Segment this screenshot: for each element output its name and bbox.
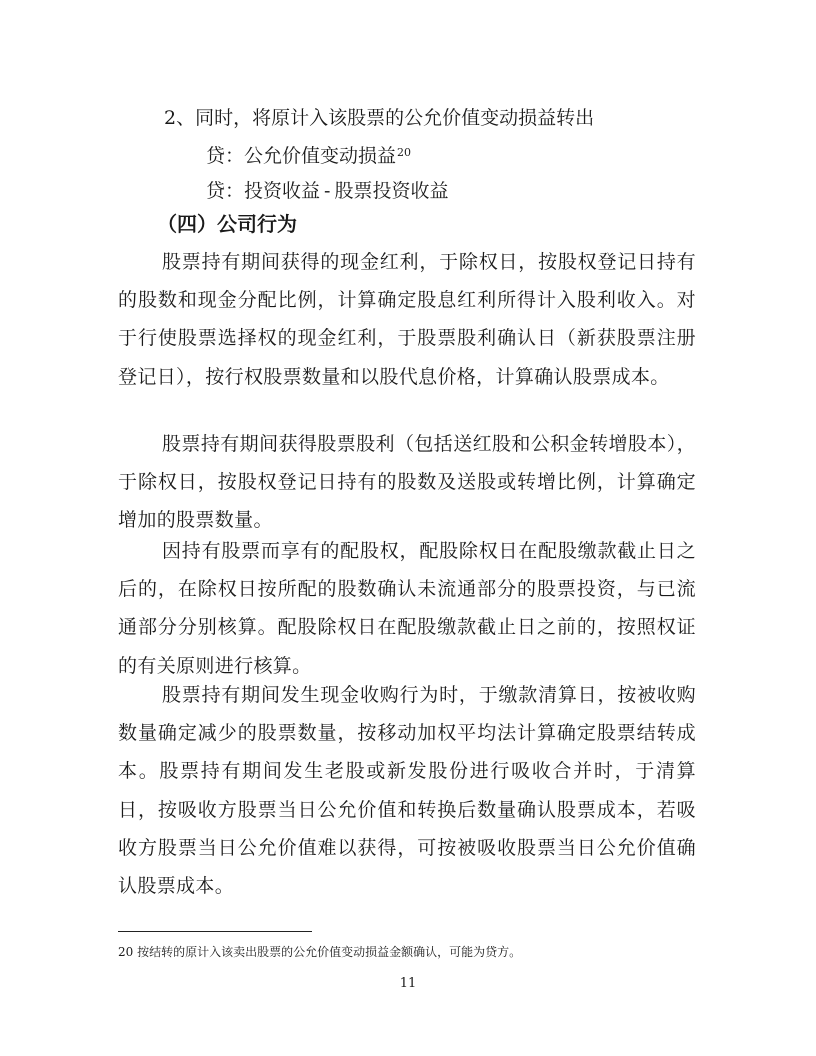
journal-entry-credit-2 xyxy=(206,179,448,203)
item-2-text: 2、同时，将原计入该股票的公允价值变动损益转出 xyxy=(164,107,595,129)
paragraph-cash-dividend: 股票持有期间获得的现金红利，于除权日，按股权登记日持有的股数和现金分配比例，计算确定股息红利所得计入股利收入。对于行使股票选择权的现金红利，于股票股利确认日（新获股票注册登记日），按行权股票数量和以股代息价格，计算确认股票成本。 xyxy=(118,251,696,388)
journal-entry-credit-1 xyxy=(206,144,411,168)
footnote-reference[interactable]: 20 xyxy=(397,146,412,159)
footnote-divider xyxy=(118,931,312,932)
paragraph-stock-dividend: 股票持有期间获得股票股利（包括送红股和公积金转增股本），于除权日，按股权登记日持有的股数及送股或转增比例，计算确定增加的股票数量。 xyxy=(118,433,696,532)
footnote-text: 按结转的原计入该卖出股票的公允价值变动损益金额确认，可能为贷方。 xyxy=(137,945,522,959)
footnote xyxy=(118,944,521,960)
journal-entry-credit-2-account: 贷：投资收益 xyxy=(206,180,321,202)
journal-entry-separator: - xyxy=(324,180,331,202)
footnote-number: 20 xyxy=(118,945,134,959)
paragraph-rights-issue: 因持有股票而享有的配股权，配股除权日在配股缴款截止日之后的，在除权日按所配的股数确认未流通部分的股票投资，与已流通部分分别核算。配股除权日在配股缴款截止日之前的，按照权证的有关原则进行核算。 xyxy=(118,540,696,677)
journal-entry-credit-1-text: 贷：公允价值变动损益 xyxy=(206,145,397,167)
paragraph-cash-acquisition-merger: 股票持有期间发生现金收购行为时，于缴款清算日，按被收购数量确定减少的股票数量，按移动加权平均法计算确定股票结转成本。股票持有期间发生老股或新发股份进行吸收合并时，于清算日，按吸收方股票当日公允价值和转换后数量确认股票成本，若吸收方股票当日公允价值难以获得，可按被吸收股票当日公允价值确认股票成本。 xyxy=(118,684,696,898)
journal-entry-credit-2-subaccount: 股票投资收益 xyxy=(334,180,449,202)
page-number: 11 xyxy=(399,976,417,991)
section-heading: （四）公司行为 xyxy=(157,212,297,236)
